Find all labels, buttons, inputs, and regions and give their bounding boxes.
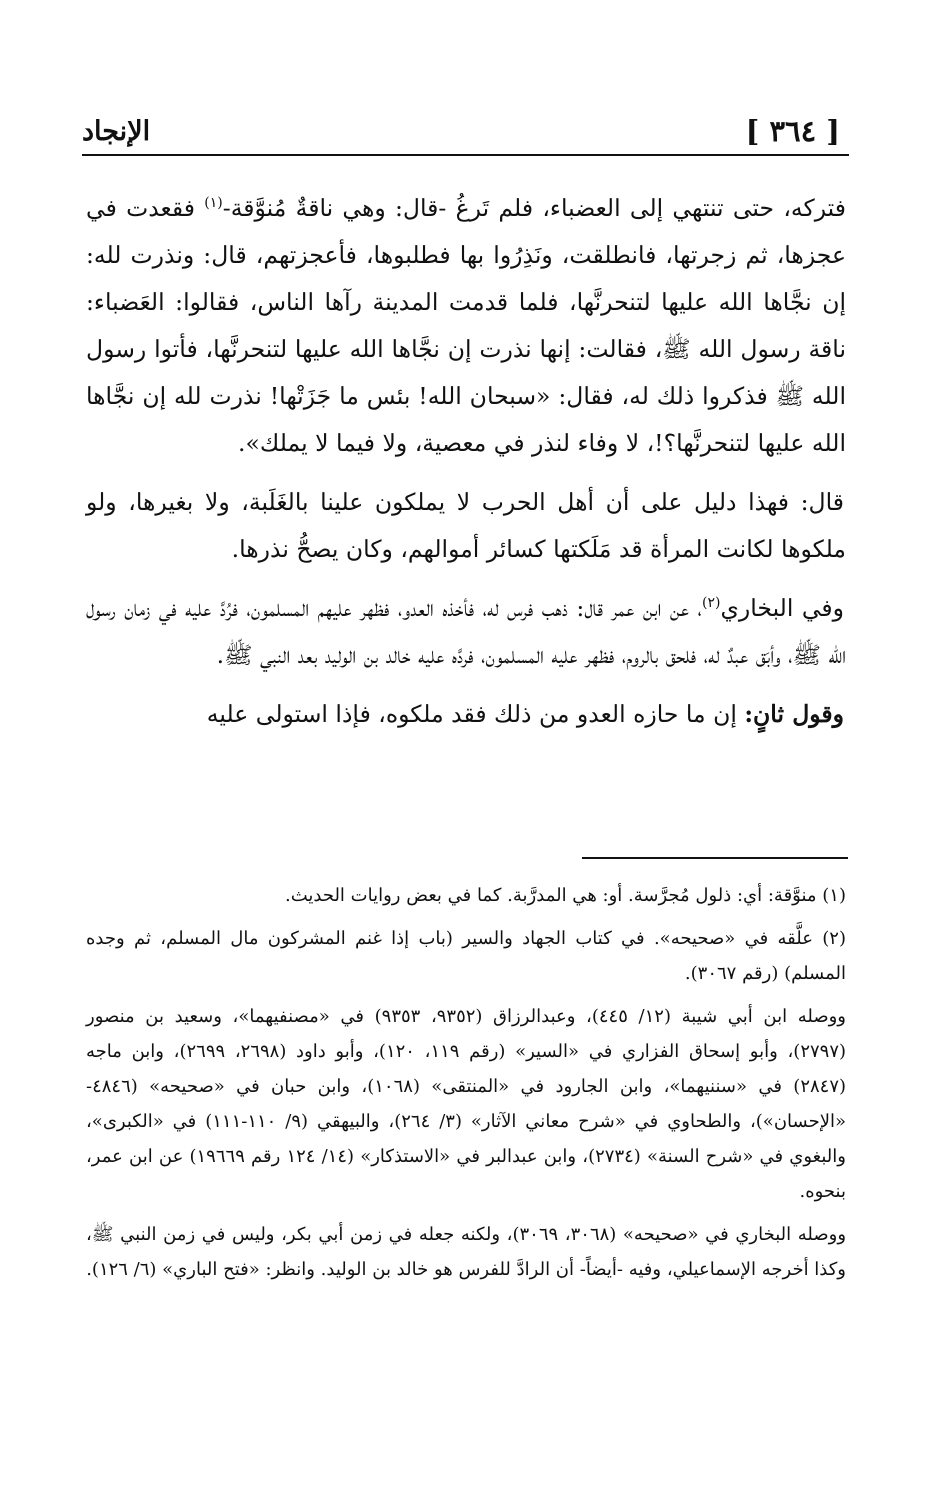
paragraph-1 <box>86 185 846 467</box>
paragraph-1-part-a: فتركه، حتى تنتهي إلى العضباء، فلم تَرغُ -قال: وهي ناقةٌ مُنوَّقة- <box>222 194 846 222</box>
second-opinion-heading: وقول ثانٍ: <box>744 700 844 728</box>
footnote-ref-2: (٢) <box>702 595 721 612</box>
paragraph-1-part-b: فقعدت في عجزها، ثم زجرتها، فانطلقت، ونَذِرُوا بها فطلبوها، فأعجزتهم، قال: ونذرت لله: إن نجَّاها الله عليها لتنحرنَّها، فلما قدمت المدينة رآها الناس، فقالوا: العَضباء: ناقة رسول الله ﷺ، فقالت: إنها نذرت إن نجَّاها الله عليها لتنحرنَّها، فأتوا رسول الله ﷺ فذكروا ذلك له، فقال: «سبحان الله! بئس ما جَزَتْها! نذرت لله إن نجَّاها الله عليها لتنحرنَّها؟!، لا وفاء لنذر في معصية، ولا فيما لا يملك». <box>86 194 846 457</box>
footnote-ref-1: (١) <box>204 195 223 212</box>
footnote-2-continuation: ووصله ابن أبي شيبة (١٢/ ٤٤٥)، وعبدالرزاق (٩٣٥٢، ٩٣٥٣) في «مصنفيهما»، وسعيد بن منصور (٢٧٩٧)، وأبو إسحاق الفزاري في «السير» (رقم ١١٩، ١٢٠)، وأبو داود (٢٦٩٨، ٢٦٩٩)، وابن ماجه (٢٨٤٧) في «سننيهما»، وابن الجارود في «المنتقى» (١٠٦٨)، وابن حبان في «صحيحه» (٤٨٤٦- «الإحسان»)، والطحاوي في «شرح معاني الآثار» (٣/ ٢٦٤)، والبيهقي (٩/ ١١٠-١١١) في «الكبرى»، والبغوي في «شرح السنة» (٢٧٣٤)، وابن عبدالبر في «الاستذكار» (١٤/ ١٢٤ رقم ١٩٦٦٩) عن ابن عمر، بنحوه. <box>86 1006 847 1202</box>
page-number: [ ٣٦٤ ] <box>745 114 840 148</box>
header-rule <box>82 154 849 156</box>
paragraph-4 <box>86 691 846 738</box>
paragraph-3-part-b: ، عن ابن عمر قال: ذهب فرس له، فأخذه العدو، فظهر عليهم المسلمون، فرُدَّ عليه في زمان رسول الله ﷺ، وأبَق عبدٌ له، فلحق بالروم، فظهر عليه المسلمون، فردَّه عليه خالد بن الوليد بعد النبي ﷺ. <box>86 594 846 669</box>
paragraph-3 <box>86 585 846 679</box>
footnote-2-bukhari: ووصله البخاري في «صحيحه» (٣٠٦٨، ٣٠٦٩)، ولكنه جعله في زمن أبي بكر، وليس في زمن النبي ﷺ، وكذا أخرجه الإسماعيلي، وفيه -أيضاً- أن الرادَّ للفرس هو خالد بن الوليد. وانظر: «فتح الباري» (٦/ ١٢٦). <box>86 1224 847 1280</box>
page-header <box>82 110 848 154</box>
footnote-1: (١) منوَّقة: أي: ذلول مُجرَّسة. أو: هي المدرَّبة. كما في بعض روايات الحديث. <box>284 885 846 906</box>
running-title: الإنجاد <box>82 116 151 147</box>
footnotes <box>86 878 846 1295</box>
paragraph-3-part-a: وفي البخاري <box>720 594 844 622</box>
footnote-2: (٢) علَّقه في «صحيحه». في كتاب الجهاد والسير (باب إذا غنم المشركون مال المسلم، ثم وجده المسلم) (رقم ٣٠٦٧). <box>86 928 846 984</box>
footnote-rule <box>582 857 848 859</box>
paragraph-2: قال: فهذا دليل على أن أهل الحرب لا يملكون علينا بالغَلَبة، ولا بغيرها، ولو ملكوها لكانت المرأة قد مَلَكتها كسائر أموالهم، وكان يصحُّ نذرها. <box>86 488 846 563</box>
main-text <box>86 185 846 750</box>
paragraph-4-rest: إن ما حازه العدو من ذلك فقد ملكوه، فإذا استولى عليه <box>206 700 745 728</box>
